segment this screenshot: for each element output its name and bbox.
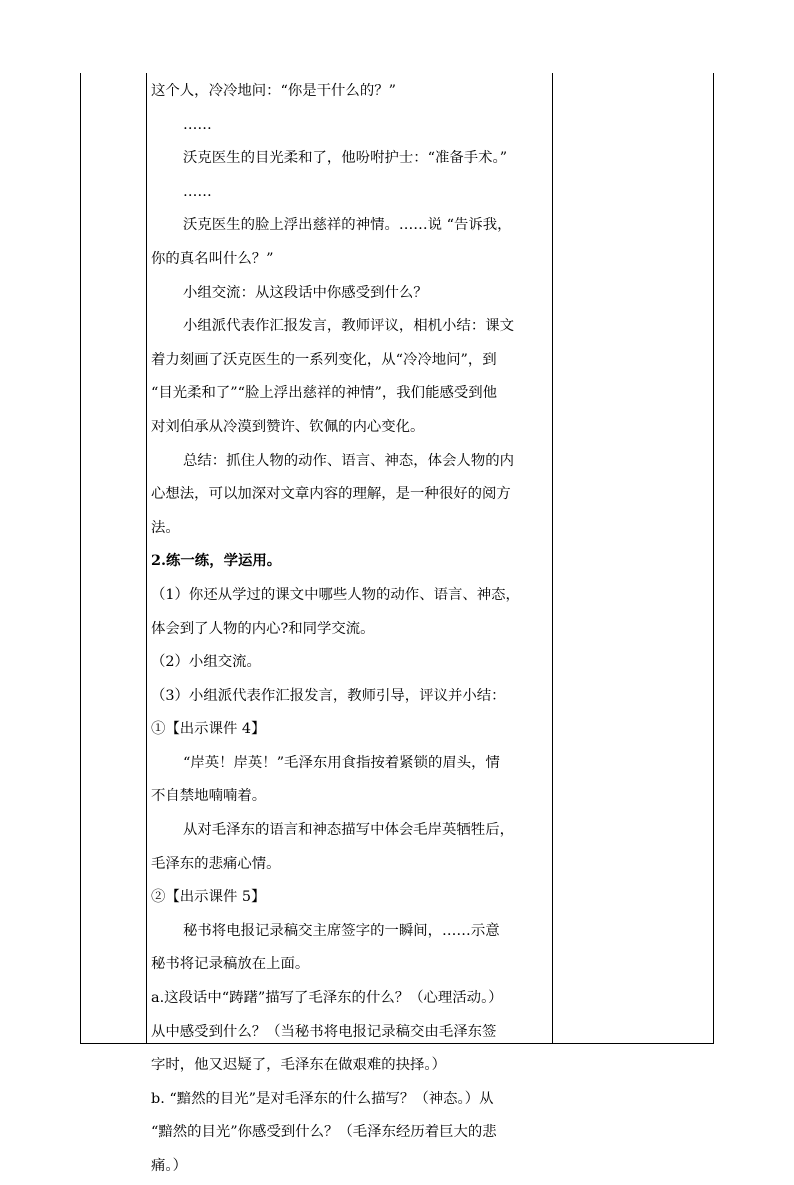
table-column-divider-2 — [552, 73, 553, 1044]
courseware-label: ①【出示课件 4】 — [151, 721, 266, 738]
text-line: 法。 — [151, 519, 180, 536]
text-line: 对刘伯承从冷漠到赞许、钦佩的内心变化。 — [151, 418, 425, 435]
text-line: 秘书将记录稿放在上面。 — [151, 956, 310, 973]
text-line: “目光柔和了”“脸上浮出慈祥的神情”，我们能感受到他 — [151, 385, 498, 402]
ellipsis-line: …… — [183, 116, 212, 133]
text-line: a.这段话中“踌躇”描写了毛泽东的什么？（心理活动。） — [151, 990, 503, 1007]
table-column-divider-1 — [146, 73, 147, 1044]
text-line: 从对毛泽东的语言和神态描写中体会毛岸英牺牲后， — [183, 822, 514, 839]
table-border-left — [80, 73, 81, 1044]
text-line: 沃克医生的目光柔和了，他吩咐护士：“准备手术。” — [183, 150, 508, 167]
text-line: 心想法，可以加深对文章内容的理解，是一种很好的阅方 — [151, 486, 511, 503]
text-line: 不自禁地喃喃着。 — [151, 788, 267, 805]
text-line: 小组交流：从这段话中你感受到什么？ — [183, 284, 428, 301]
text-line: 这个人，冷冷地问：“你是干什么的？” — [151, 83, 396, 99]
text-line: 你的真名叫什么？” — [151, 250, 274, 267]
text-line: （1）你还从学过的课文中哪些人物的动作、语言、神态， — [151, 586, 520, 603]
text-line: 总结：抓住人物的动作、语言、神态，体会人物的内 — [183, 452, 514, 469]
text-line: 着力刻画了沃克医生的一系列变化，从“冷冷地问”，到 — [151, 351, 497, 368]
text-line: “岸英！岸英！”毛泽东用食指按着紧锁的眉头，情 — [183, 754, 500, 771]
text-line: 体会到了人物的内心?和同学交流。 — [151, 620, 375, 637]
text-line: 秘书将电报记录稿交主席签字的一瞬间，……示意 — [183, 922, 500, 939]
section-heading: 2.练一练，学运用。 — [151, 552, 282, 570]
ellipsis-line: …… — [183, 183, 212, 200]
courseware-label: ②【出示课件 5】 — [151, 889, 266, 906]
text-line: 小组派代表作汇报发言，教师评议，相机小结：课文 — [183, 318, 514, 335]
text-line: （3）小组派代表作汇报发言，教师引导，评议并小结： — [151, 687, 506, 704]
table-border-right — [713, 73, 714, 1044]
text-line: b. “黯然的目光”是对毛泽东的什么描写？（神态。）从 — [151, 1090, 494, 1107]
text-line: 从中感受到什么？（当秘书将电报记录稿交由毛泽东签 — [151, 1023, 497, 1040]
text-line: 字时，他又迟疑了，毛泽东在做艰难的抉择。） — [151, 1057, 447, 1074]
text-line: （2）小组交流。 — [151, 654, 261, 671]
text-line: “黯然的目光”你感受到什么？（毛泽东经历着巨大的悲 — [151, 1124, 497, 1141]
text-line: 痛。） — [151, 1158, 187, 1174]
text-line: 毛泽东的悲痛心情。 — [151, 855, 281, 872]
text-line: 沃克医生的脸上浮出慈祥的神情。……说 “告诉我， — [183, 217, 512, 234]
lesson-content-cell — [151, 76, 549, 1185]
